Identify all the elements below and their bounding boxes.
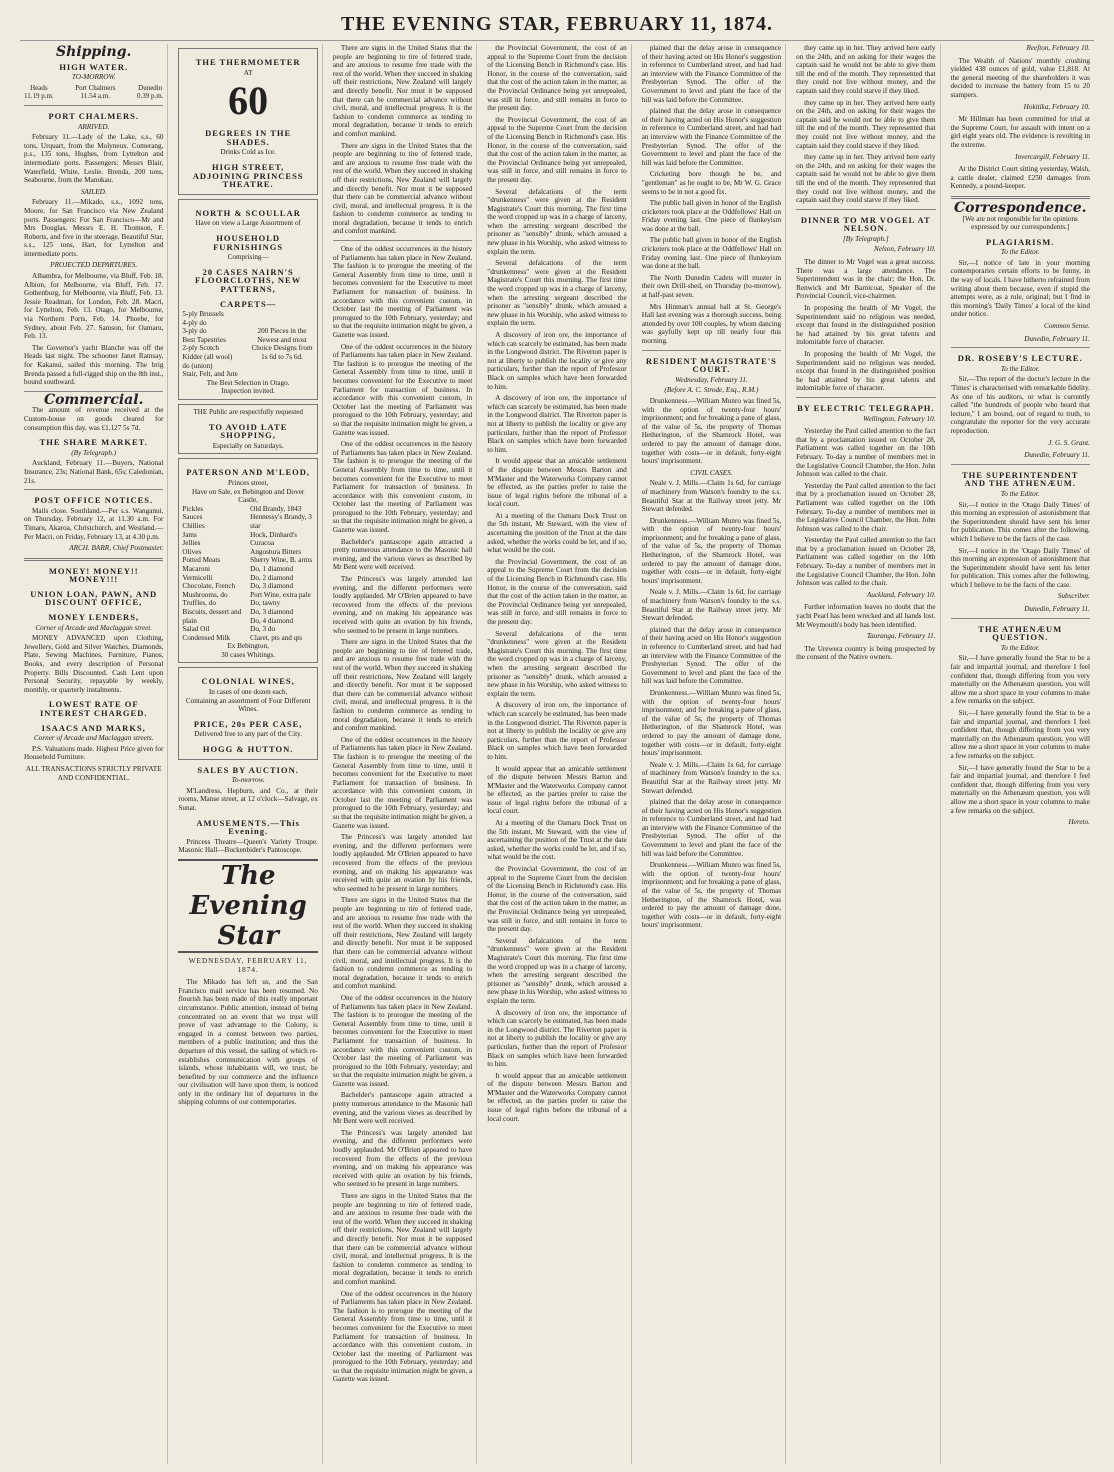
article-text: they came up in her. They arrived here early on the 24th, and on asking for their wages the captain said he would not be able to give them till the end of the month. They represented that they could not live without money, and the captain said they could starve if they liked. bbox=[796, 153, 936, 205]
thermometer-heading: THE THERMOMETER bbox=[195, 57, 301, 67]
article-text: It would appear that an amicable settlement of the dispute between Messrs Barton and M'Master and the Waterworks Company cannot be effected, as the parties prefer to raise the issue of legal rights before the tribunal of a local court. bbox=[487, 457, 627, 509]
shipping-heading: Shipping. bbox=[56, 44, 132, 60]
north-scoullar-ad bbox=[178, 199, 317, 400]
dateline: WEDNESDAY, FEBRUARY 11, 1874. bbox=[188, 956, 308, 974]
isaacs-heading: ISAACS AND MARKS, bbox=[41, 722, 146, 733]
dinner-date: Nelson, February 10. bbox=[874, 245, 936, 254]
article-text: One of the oddest occurrences in the history of Parliaments has taken place in New Zealand. The fashion is to prorogue the meeting of the General Assembly from time to time, until it becomes convenient for the Executive to meet Parliament for transaction of business. In accordance with this convenient custom, in October last the meeting of Parliament was prorogued to the 10th February, yesterday; and so that the requisite intimation might be given, a Gazette was issued. bbox=[332, 735, 473, 830]
carpet-item: 2-ply Scotch bbox=[182, 344, 219, 353]
article-text: they came up in her. They arrived here early on the 24th, and on asking for their wages the captain said he would not be able to give them till the end of the month. They represented that they could not live without money, and the captain said they could starve if they liked. bbox=[796, 44, 936, 95]
high-water-heading: HIGH WATER. bbox=[59, 61, 129, 72]
athenaeum-text: Sir,—I have generally found the Star to be a fair and impartial journal, and therefore I feel confident that, though differing from you very materially on the Athenæum question, you will allow me a short space in your columns to make a few remarks on the subject. bbox=[950, 763, 1090, 815]
article-text: There are signs in the United States that the people are beginning to tire of fettered trade, and are anxious to resume free trade with the rest of the world. When they succeed in shaking off their restrictions, New Zealand will largely and directly benefit. Nor must it be supposed that there can be commercial advance without civil, moral, and intellectual progress. It is the fashion to condemn commerce as tending to moral degradation, because it tends to enrich and comfort mankind. bbox=[332, 1192, 473, 1286]
household-heading: HOUSEHOLD FURNISHINGS bbox=[213, 232, 284, 252]
colonial-wines-ad bbox=[178, 667, 317, 759]
article-text: Neale v. J. Mills.—Claim 1s 6d, for carriage of machinery from Watson's foundry to the s.s. Beautiful Star at the Railway street jetty. Mr Stewart defended. bbox=[641, 760, 782, 795]
wines: Wines. bbox=[238, 705, 259, 714]
article-text: At a meeting of the Oamaru Dock Trust on the 5th instant, Mr Steward, with the view of ascertaining the position of the Trust at the date asked, whether the works could be let, and if so, what would be the cost. bbox=[487, 511, 627, 555]
paterson-ad bbox=[178, 458, 317, 663]
article-text: One of the oddest occurrences in the history of Parliaments has taken place in New Zealand. The fashion is to prorogue the meeting of the General Assembly from time to time, until it becomes convenient for the Executive to meet Parliament for transaction of business. In accordance with this convenient custom, in October last the meeting of Parliament was prorogued to the 10th February, yesterday; and so that the requisite intimation might be given, a Gazette was issued. bbox=[332, 245, 473, 339]
hokitika-text: Mr Hillman has been committed for trial at the Supreme Court, for assault with intent on a girl eight years old. The evidence is revolting in the extreme. bbox=[950, 115, 1090, 149]
article-text: the Provincial Government, the cost of an appeal to the Supreme Court from the decision of the Licensing Bench in Richmond's case. His Honor, in the course of the conversation, said that the cost of the action taken in the matter, as the Provincial Ordinance being yet unrepealed, was still in force, and still remains in force to the present day. bbox=[487, 557, 627, 626]
article-text: The North Dunedin Cadets will muster in their own Drill-shed, on Thursday (to-morrow), at half-past seven. bbox=[641, 273, 782, 300]
carpet-item: Best Tapestries bbox=[182, 335, 226, 344]
telegraph-text: Yesterday the Paul called attention to the fact that by a proclamation issued on October 28, Parliament was called together on the 10th February. To-day a number of members met in the Legislative Council Chamber, the Hon. John Johnson was called to the chair. bbox=[796, 427, 936, 479]
athenaeum-text: Sir,—I have generally found the Star to be a fair and impartial journal, and therefore I feel confident that, though differing from you very materially on the Athenæum question, you will allow me a short space in your columns to make a few remarks on the subject. bbox=[950, 709, 1090, 760]
price: PRICE, 20s PER CASE, bbox=[193, 718, 303, 729]
sig-place: Dunedin, February 11. bbox=[1024, 451, 1090, 460]
to-editor: To the Editor. bbox=[1000, 364, 1040, 373]
rmc-text: Drunkenness.—William Munro was fined 5s, with the option of twenty-four hours' imprisonment; and for breaking a pane of glass, of the value of 5s, the property of Thomas Hetherington, of the Shamrock Hotel, was ordered to pay the amount of damage done, together with costs—or in default, forty-eight hours' imprisonment. bbox=[641, 396, 782, 466]
share-heading: THE SHARE MARKET. bbox=[39, 437, 148, 448]
signature: J. G. S. Grant. bbox=[1048, 438, 1090, 447]
telegraph-text: Yesterday the Paul called attention to the fact that by a proclamation issued on October 28, Parliament was called together on the 10th February. To-day a number of members met in the Legislative Council Chamber, the Hon. John Johnson was called to the chair. bbox=[796, 481, 936, 533]
article-text: the Provincial Government, the cost of an appeal to the Supreme Court from the decision of the Licensing Bench in Richmond's case. His Honor, in the course of the conversation, said that the cost of the action taken in the matter, as the Provincial Ordinance being yet unrepealed, was still in force, and still remains in force to the present day. bbox=[487, 115, 627, 184]
carpet-item: Stair, Felt, and Jute bbox=[182, 370, 238, 379]
article-text: they came up in her. They arrived here early on the 24th, and on asking for their wages the captain said he would not be able to give them till the end of the month. They represented that they could not live without money, and the captain said they could starve if they liked. bbox=[796, 98, 936, 150]
rmc-heading: RESIDENT MAGISTRATE'S COURT. bbox=[645, 355, 777, 375]
post-signature: ARCH. BARR, Chief Postmaster. bbox=[69, 544, 164, 553]
dinner-heading: DINNER TO MR VOGEL AT NELSON. bbox=[800, 214, 931, 234]
carpets-heading: CARPETS— bbox=[220, 298, 277, 309]
article-text: Several defalcations of the term "drunkenness" were given at the Resident Magistrate's Court this morning. The first time the word cropped up was in a charge of larceny, when the arresting sergeant described the prisoner as "sensibly" drunk, which aroused a new phase in his Worship, who asked witness to explain the term. bbox=[487, 936, 627, 1005]
ps-text: P.S. Valuations made. Highest Price given for Household Furniture. bbox=[24, 744, 164, 762]
paterson-heading: PATERSON AND M'LEOD, bbox=[186, 467, 311, 478]
article-text: A discovery of iron ore, the importance of which can scarcely be estimated, has been made in the Longwood district. The Riverton paper is not at liberty to publish the locality or give any particulars, further than the report of Professor Black on samples which have been forwarded to him. bbox=[487, 394, 627, 454]
roseby-text: Sir,—The report of the doctor's lecture in the 'Times' is characterised with remarkable fidelity. As one of his auditors, or what is currently called "the hundreds of people who heard that lecture," I am bound, out of regard to truth, to congratulate the reporter for the very accurate reproduction. bbox=[950, 375, 1090, 435]
telegraph-text: Yesterday the Paul called attention to the fact that by a proclamation issued on October 28, Parliament was called together on the 10th February. To-day a number of members met in the Legislative Council Chamber, the Hon. John Johnson was called to the chair. bbox=[796, 536, 936, 588]
inspection: Inspection invited. bbox=[221, 387, 275, 396]
sailed-heading: SAILED. bbox=[80, 187, 107, 196]
money-heading: MONEY! MONEY!! MONEY!!! bbox=[48, 565, 139, 585]
port-heading: PORT CHALMERS. bbox=[48, 110, 139, 121]
carpet-item: 5-ply Brussels bbox=[182, 310, 224, 319]
article-text: the Provincial Government, the cost of an appeal to the Supreme Court from the decision of the Licensing Bench in Richmond's case. His Honor, in the course of the conversation, said that the cost of the action taken in the matter, as the Provincial Ordinance being yet unrepealed, was still in force, and still remains in force to the present day. bbox=[487, 865, 627, 934]
article-text: Several defalcations of the term "drunkenness" were given at the Resident Magistrate's Court this morning. The first time the word cropped up was in a charge of larceny, when the arresting sergeant described the prisoner as "sensibly" drunk, which aroused a new phase in his Worship, who asked witness to explain the term. bbox=[487, 259, 627, 328]
superintendent-text: Sir,—I notice in the 'Otago Daily Times' of this morning an expression of astonishment that the Superintendent should have sent his letter for publication. This comes after the following, which I believe to be the facts of the case. bbox=[950, 546, 1090, 589]
article-text: plained that the delay arose in consequence of their having acted on His Honor's suggestion in reference to Cumberland street, and had had an interview with the Finance Committee of the Presbyterian Synod. The offer of the Government to level and plant the face of the hill was laid before the Committee. bbox=[641, 44, 782, 104]
sig-place: Dunedin, February 11. bbox=[1024, 605, 1090, 614]
cases-heading: 20 CASES NAIRN'S FLOORCLOTHS, NEW PATTERNS, bbox=[195, 266, 302, 294]
article-text: Cricketing bore though he be, and "gentleman" as he ought to be, Mr W. G. Grace seems to be in not a good fix. bbox=[641, 170, 782, 196]
civil-text: Neale v. J. Mills.—Claim 1s 6d, for carriage of machinery from Watson's foundry to the s.s. Beautiful Star at the Railway street jetty. Mr Stewart defended. bbox=[641, 479, 782, 514]
projected-text: Alhambra, for Melbourne, via Bluff, Feb. 18. Albion, for Melbourne, via Bluff, Feb. 17. Gothenburg, for Melbourne, via Bluff, Feb. 13. Jessie Readman, for London, Feb. 28. Macri, for Lyttelton, Feb. 13. Otago, for Melbourne, via Northern Ports, Feb. 14. Phoebe, for Sydney, about Feb. 27. Samson, for Oamaru, Feb. 13. bbox=[24, 272, 164, 341]
projected-heading: PROJECTED DEPARTURES. bbox=[50, 261, 138, 270]
lowest-rate: LOWEST RATE OF INTEREST CHARGED. bbox=[39, 699, 148, 718]
masthead bbox=[20, 8, 1094, 41]
article-text: The public ball given in honor of the English cricketers took place at the Oddfellows' Hall on Friday evening last. One piece of flunkeyism was done at the ball. bbox=[641, 236, 782, 271]
to-editor: To the Editor. bbox=[1000, 248, 1040, 257]
roseby-heading: DR. ROSEBY'S LECTURE. bbox=[957, 353, 1083, 364]
commercial-heading: Commercial. bbox=[43, 391, 144, 408]
to-editor: To the Editor. bbox=[1000, 489, 1040, 498]
masthead-title: THE EVENING STAR, FEBRUARY 11, 1874. bbox=[340, 12, 773, 35]
money-lenders: MONEY LENDERS, bbox=[48, 612, 140, 623]
thermometer-at: AT bbox=[243, 68, 253, 77]
auckland-date: Auckland, February 10. bbox=[866, 590, 936, 599]
article-text: Several defalcations of the term "drunkenness" were given at the Resident Magistrate's Court this morning. The first time the word cropped up was in a charge of larceny, when the arresting sergeant described the prisoner as "sensibly" drunk, which aroused a new phase in his Worship, who asked witness to explain the term. bbox=[487, 629, 627, 698]
article-text: At a meeting of the Oamaru Dock Trust on the 5th instant, Mr Steward, with the view of ascertaining the position of the Trust at the date asked, whether the works could be let, and if so, what would be the cost. bbox=[487, 819, 627, 862]
union-heading: UNION LOAN, PAWN, AND DISCOUNT OFFICE, bbox=[30, 588, 158, 608]
civil-heading: CIVIL CASES. bbox=[690, 468, 733, 477]
article-text: A discovery of iron ore, the importance of which can scarcely be estimated, has been made in the Longwood district. The Riverton paper is not at liberty to publish the locality or give any particulars, further than the report of Professor Black on samples which have been forwarded to him. bbox=[487, 701, 627, 761]
saturdays: Especially on Saturdays. bbox=[212, 441, 284, 450]
article-text: Drunkenness.—William Munro was fined 5s, with the option of twenty-four hours' imprisonment; and for breaking a pane of glass, of the value of 5s, the property of Thomas Hetherington, of the Shamrock Hotel, was ordered to pay the amount of damage done, together with costs—or in default, forty-eight hours' imprisonment. bbox=[641, 516, 782, 585]
paterson-sub: Princes street, bbox=[227, 479, 269, 487]
public-text: THE Public are respectfully requested bbox=[193, 408, 304, 417]
article-text: A discovery of iron ore, the importance of which can scarcely be estimated, has been made in the Longwood district. The Riverton paper is not at liberty to publish the locality or give any particulars, further than the report of Professor Black on samples which have been forwarded to him. bbox=[487, 331, 627, 391]
sales-text: M'Landress, Hepburn, and Co., at their rooms, Manse street, at 12 o'clock—Salvage, ex Sunat. bbox=[178, 786, 318, 812]
thermometer-value: 60 bbox=[228, 78, 269, 124]
plagiarism-text: Sir,—I notice of late in your morning contemporaries certain efforts to be funny, in the way of locals. I have hitherto refrained from writing about them because, even if stupid the attempts were, as a rule, original; but I find in this morning's 'Daily Times' a local of the kind under notice. bbox=[950, 258, 1090, 319]
carpet-item: Kidder (all wool) bbox=[182, 353, 233, 362]
tide-cell: Port Chalmers 11.54 a.m. bbox=[75, 83, 116, 101]
sweets: 30 cases Whitings. bbox=[221, 650, 276, 659]
columns bbox=[20, 44, 1094, 1464]
article-text: A discovery of iron ore, the importance of which can scarcely be estimated, has been made in the Longwood district. The Riverton paper is not at liberty to publish the locality or give any particulars, further than the report of Professor Black on samples which have been forwarded to him. bbox=[487, 1008, 627, 1069]
sales-heading: SALES BY AUCTION. bbox=[197, 764, 299, 775]
article-text: One of the oddest occurrences in the history of Parliaments has taken place in New Zealand. The fashion is to prorogue the meeting of the General Assembly from time to time, until it becomes convenient for the Executive to meet Parliament for transaction of business. In accordance with this convenient custom, in October last the meeting of Parliament was prorogued to the 10th February, yesterday; and so that the requisite intimation might be given, a Gazette was issued. bbox=[332, 440, 473, 535]
correspondence-heading: Correspondence. bbox=[953, 199, 1087, 216]
article-text: The public ball given in honor of the English cricketers took place at the Oddfellows' Hall on Friday evening last. One piece of flunkeyism was done at the ball. bbox=[641, 199, 782, 233]
athenaeum-heading: THE ATHENÆUM QUESTION. bbox=[978, 623, 1063, 643]
tauranga-date: Tauranga, February 11. bbox=[866, 632, 936, 641]
reefton-date: Reefton, February 10. bbox=[1026, 44, 1090, 52]
rmc-date: Wednesday, February 11. bbox=[675, 375, 748, 384]
carpet-item: 4-ply do bbox=[182, 318, 207, 327]
money-text: MONEY ADVANCED upon Clothing, Jewellery, Gold and Silver Watches, Diamonds, Plate, Sewing Machines, Furniture, Pianos, Books, and every description of Personal Property. Bills Discounted. Cash Lent upon Personal Security, repayable by weekly, monthly, or quarterly instalments. bbox=[24, 634, 164, 694]
post-text: Mails close. Southland.—Per s.s. Wanganui, on Thursday, February 12, at 11.30 a.m. For Timaru, Akaroa, Christchurch, and Westland.—Per Macri, on Friday, February 13, at 4.30 p.m. bbox=[24, 506, 164, 541]
arrived-text: February 11.—Lady of the Lake, s.s., 60 tons, Urquart, from the Molyneux. Comerang, p.s., 135 tons, Hughes, from Lyttelton and intermediate ports. Passengers: Messrs Blair, Waterfield, White, Leslie. Brenda, 200 tons, Seabourne, from the Manukau. bbox=[24, 133, 164, 185]
dinner-text: The dinner to Mr Vogel was a great success. There was a large attendance. The Superintendent was in the chair; the Hon. Dr. Renwick and Mr Barnicoat, Speaker of the Provincial Council, vice-chairmen. bbox=[796, 258, 936, 301]
article-text: One of the oddest occurrences in the history of Parliaments has taken place in New Zealand. The fashion is to prorogue the meeting of the General Assembly from time to time, until it becomes convenient for the Executive to meet Parliament for transaction of business. In accordance with this convenient custom, in October last the meeting of Parliament was prorogued to the 10th February, yesterday; and so that the requisite intimation might be given, a Gazette was issued. bbox=[332, 993, 473, 1088]
article-text: The Princess's was largely attended last evening, and the different performers were loudly applauded. Mr O'Brien appeared to have recovered from the effects of the previous evening, and on making his appearance was received with quite an ovation by his friends, who seemed to be present in large numbers. bbox=[332, 1128, 473, 1189]
carpet-selection: The Best Selection in Otago. bbox=[206, 378, 290, 387]
column-2 bbox=[174, 44, 322, 1464]
superintendent-text: Sir,—I notice in the 'Otago Daily Times' of this morning an expression of astonishment that the Superintendent should have sent his letter for publication. This comes after the following, which I believe to be the facts of the case. bbox=[950, 500, 1090, 543]
article-text: One of the oddest occurrences in the history of Parliaments has taken place in New Zealand. The fashion is to prorogue the meeting of the General Assembly from time to time, until it becomes convenient for the Executive to meet Parliament for transaction of business. In accordance with this convenient custom, in October last the meeting of Parliament was prorogued to the 10th February, yesterday; and so that the requisite intimation might be given, a Gazette was issued. bbox=[332, 342, 473, 437]
dinner-text-2: In proposing the health of Mr Vogel, the Superintendent said no religious was needed, except that found in the distinguished position he had attained by his great talents and indomitable force of character. bbox=[796, 350, 936, 393]
confidential-text: ALL TRANSACTIONS STRICTLY PRIVATE AND CONFIDENTIAL. bbox=[25, 764, 162, 782]
commercial-text: The amount of revenue received at the Custom-house on goods cleared for consumption this day, was £1,127 5s 7d. bbox=[24, 406, 164, 432]
article-text: Bachelder's pantascope again attracted a pretty numerous attendance to the Masonic hall evening, and the various views as described by Mr Bent were well received. bbox=[332, 537, 473, 572]
article-text: There are signs in the United States that the people are beginning to tire of fettered trade, and are anxious to resume free trade with the rest of the world. When they succeed in shaking off their restrictions, New Zealand will largely and directly benefit. Nor must it be supposed that there can be commercial advance without civil, moral, and intellectual progress. It is the fashion to condemn commerce as tending to moral degradation, because it tends to enrich and comfort mankind. bbox=[332, 44, 473, 138]
thermometer-drinks: Drinks Cold as Ice. bbox=[220, 148, 276, 157]
arrived-heading: ARRIVED. bbox=[78, 122, 110, 131]
article-text: One of the oddest occurrences in the history of Parliaments has taken place in New Zealand. The fashion is to prorogue the meeting of the General Assembly from time to time, until it becomes convenient for the Executive to meet Parliament for transaction of business. In accordance with this convenient custom, in October last the meeting of Parliament was prorogued to the 10th February, yesterday; and so that the requisite intimation might be given, a Gazette was issued. bbox=[332, 1289, 473, 1384]
delivered: Delivered free to any part of the City. bbox=[194, 730, 302, 739]
to-editor: To the Editor. bbox=[1000, 643, 1040, 652]
carpet-note: 200 Pieces in the Newest and most Choice Designs from 1s 6d to 7s 6d. bbox=[251, 327, 313, 362]
comprising: Comprising— bbox=[227, 253, 269, 262]
dinner-text-2: In proposing the health of Mr Vogel, the Superintendent said no religious was needed, except that found in the distinguished position he had attained by his great talents and indomitable force of character. bbox=[796, 304, 936, 347]
thermometer-ad bbox=[178, 48, 317, 195]
share-text: Auckland, February 11.—Buyers, National Insurance, 23s; National Bank, 65s; Caledonian, 21s. bbox=[24, 459, 164, 485]
signature: Hereto. bbox=[1068, 818, 1090, 827]
column-5 bbox=[638, 44, 786, 1464]
invercargill-date: Invercargill, February 11. bbox=[1015, 152, 1090, 161]
north-heading: NORTH & SCOULLAR bbox=[195, 207, 301, 218]
arcade-address: Corner of Arcade and Maclaggan street. bbox=[35, 623, 153, 632]
colonial-text: In cases of one dozen each, bbox=[208, 688, 288, 697]
lead-article: The Mikado has left us, and the San Francisco mail service has been resumed. No flourish has been made of this really important circumstance. Public attention, instead of being concentrated on an event that we trust will prove of vast advantage to the Colony, is engaged in a contest between two parties, members of a public institution; and thus the departure of this vessel, the sailing of which re-establishes communication with groups of islands, whose inhabitants will, we trust, be benefited by our commerce and the influence our civilisation will have upon them, is noticed only in the ordinary list of departures in the shipping columns of our contemporaries. bbox=[178, 978, 318, 1107]
thermometer-address: HIGH STREET, ADJOINING PRINCESS THEATRE. bbox=[192, 161, 304, 190]
column-3 bbox=[329, 44, 477, 1464]
athenaeum-text: Sir,—I have generally found the Star to be a fair and impartial journal, and therefore I feel confident that, though differing from you very materially on the Athenæum question, you will allow me a short space in your columns to make a few remarks on the subject. bbox=[950, 654, 1090, 706]
colonial-assort: Containing an assortment of Four Different bbox=[185, 696, 311, 705]
tide-table bbox=[24, 84, 163, 101]
shipping-news: The Governor's yacht Blanche was off the Heads last night. The schooner Janet Ramsay, for Kakanui, sailed this morning. The brig Brenda passed a full-rigged ship on the 8th inst., bound southward. bbox=[24, 343, 164, 387]
dinner-sub: [By Telegraph.] bbox=[842, 234, 889, 243]
article-text: Several defalcations of the term "drunkenness" were given at the Resident Magistrate's Court this morning. The first time the word cropped up was in a charge of larceny, when the arresting sergeant described the prisoner as "sensibly" drunk, which aroused a new phase in his Worship, who asked witness to explain the term. bbox=[487, 187, 627, 256]
thermometer-degrees: DEGREES IN THE SHADES. bbox=[205, 128, 292, 147]
telegraph-heading: BY ELECTRIC TELEGRAPH. bbox=[797, 402, 935, 413]
tauranga-text: The Urewera country is being prospected by the consent of the Native owners. bbox=[796, 644, 936, 662]
amusements-text: Princess Theatre—Queen's Variety Troupe. Masonic Hall—Buckenbider's Pantoscope. bbox=[178, 837, 318, 855]
column-4 bbox=[483, 44, 631, 1464]
invercargill-text: At the District Court sitting yesterday, Walsh, a cattle dealer, claimed £250 damages from Kennedy, a pound-keeper. bbox=[950, 165, 1090, 191]
article-text: Bachelder's pantascope again attracted a pretty numerous attendance to the Masonic hall evening, and the various views as described by Mr Bent were well received. bbox=[332, 1091, 473, 1126]
tide-cell: Dunedin 0.39 p.m. bbox=[136, 83, 164, 101]
wellington-date: Wellington, February 10. bbox=[863, 414, 936, 423]
late-shopping-ad bbox=[178, 404, 317, 454]
column-1 bbox=[20, 44, 168, 1464]
article-text: Drunkenness.—William Munro was fined 5s, with the option of twenty-four hours' imprisonment; and for breaking a pane of glass, of the value of 5s, the property of Thomas Hetherington, of the Shamrock Hotel, was ordered to pay the amount of damage done, together with costs—or in default, forty-eight hours' imprisonment. bbox=[641, 688, 782, 758]
paterson-text: Have on Sale, ex Bebington and Dover Castle, bbox=[191, 487, 305, 505]
ex-bebington: Ex Bebington, bbox=[227, 642, 269, 651]
goods-list: Pickles Sauces Chillies Jams Jellies Olives Potted Meats Macaroni Vermicelli Chocolate, French Mushrooms, do Truffles, do Biscuits, dessert and plain Salad Oil Condensed Milk Old Brandy, 1843 Hennessy's Brandy, 3 star Hock, Dinhard's Curacoa Angostura Bitters Sherry Wine, B. arms Do, 1 diamond Do, 2 diamond Do, 3 diamond Port Wine, extra pale Do, tawny Do, 3 diamond Do, 4 diamond Do, 3 do Claret, pts and qts bbox=[182, 504, 313, 642]
article-text: Mrs Hinman's annual ball at St. George's Hall last evening was a thorough success, being attended by over 100 couples, by whom dancing was gayfully kept up till nearly four this morning. bbox=[641, 302, 782, 345]
article-text: plained that the delay arose in consequence of their having acted on His Honor's suggestion in reference to Cumberland street, and had had an interview with the Finance Committee of the Presbyterian Synod. The offer of the Government to level and plant the face of the hill was laid before the Committee. bbox=[641, 798, 782, 858]
article-text: Drunkenness.—William Munro was fined 5s, with the option of twenty-four hours' imprisonment; and for breaking a pane of glass, of the value of 5s, the property of Thomas Hetherington, of the Shamrock Hotel, was ordered to pay the amount of damage done, together with costs—or in default, forty-eight hours' imprisonment. bbox=[641, 861, 782, 930]
signature: Subscriber. bbox=[1057, 592, 1090, 601]
share-sub: (By Telegraph.) bbox=[71, 448, 117, 457]
auckland-text: Further information leaves no doubt that the yacht Pearl has been wrecked and all hands lost. Mr Weymouth's body has been identified. bbox=[796, 603, 936, 629]
article-text: The Princess's was largely attended last evening, and the different performers were loudly applauded. Mr O'Brien appeared to have recovered from the effects of the previous evening, and on making his appearance was received with quite an ovation by his friends, who seemed to be present in large numbers. bbox=[332, 575, 473, 635]
carpet-item: 3-ply do bbox=[182, 327, 207, 336]
article-text: the Provincial Government, the cost of an appeal to the Supreme Court from the decision of the Licensing Bench in Richmond's case. His Honor, in the course of the conversation, said that the cost of the action taken in the matter, as the Provincial Ordinance being yet unrepealed, was still in force, and still remains in force to the present day. bbox=[487, 44, 627, 113]
plagiarism-heading: PLAGIARISM. bbox=[986, 236, 1055, 247]
article-text: There are signs in the United States that the people are beginning to tire of fettered trade, and are anxious to resume free trade with the rest of the world. When they succeed in shaking off their restrictions, New Zealand will largely and directly benefit. Nor must it be supposed that there can be commercial advance without civil, moral, and intellectual progress. It is the fashion to condemn commerce as tending to moral degradation, because it tends to enrich and comfort mankind. bbox=[332, 638, 473, 733]
sailed-text: February 11.—Mikado, s.s., 1092 tons, Moore, for San Francisco via New Zealand ports. Passengers: For San Francisco—Mr and Mrs Douglas, Messrs E. H. Thomson, F. Roberts, and five in the steerage. Beautiful Star, s.s., 125 tons, Hart, for Lyttelton and intermediate ports. bbox=[24, 198, 164, 258]
article-text: It would appear that an amicable settlement of the dispute between Messrs Barton and M'Master and the Waterworks Company cannot be effected, as the parties prefer to raise the issue of legal rights before the tribunal of a local court. bbox=[487, 1071, 627, 1123]
article-text: Neale v. J. Mills.—Claim 1s 6d, for carriage of machinery from Watson's foundry to the s.s. Beautiful Star at the Railway street jetty. Mr Stewart defended. bbox=[641, 588, 782, 623]
amusements-heading: AMUSEMENTS.—This Evening. bbox=[196, 817, 300, 837]
hokitika-date: Hokitika, February 10. bbox=[1023, 102, 1090, 111]
sales-sub: To-morrow. bbox=[231, 776, 265, 785]
article-text: plained that the delay arose in consequence of their having acted on His Honor's suggestion in reference to Cumberland street, and had had an interview with the Finance Committee of the Presbyterian Synod. The offer of the Government to level and plant the face of the hill was laid before the Committee. bbox=[641, 625, 782, 686]
superintendent-heading: THE SUPERINTENDENT AND THE ATHENÆUM. bbox=[962, 469, 1079, 489]
sig-place: Dunedin, February 11. bbox=[1024, 334, 1090, 343]
rmc-before: (Before A. C. Strode, Esq., R.M.) bbox=[664, 386, 759, 395]
north-text: Have on view a Large Assortment of bbox=[195, 219, 301, 228]
post-heading: POST OFFICE NOTICES. bbox=[34, 495, 154, 506]
carpet-list bbox=[182, 310, 313, 379]
article-text: plained that the delay arose in consequence of their having acted on His Honor's suggestion in reference to Cumberland street, and had had an interview with the Finance Committee of the Presbyterian Synod. The offer of the Government to level and plant the face of the hill was laid before the Committee. bbox=[641, 107, 782, 167]
column-6 bbox=[792, 44, 940, 1464]
signature: Common Sense. bbox=[1044, 322, 1090, 331]
article-text: It would appear that an amicable settlement of the dispute between Messrs Barton and M'Master and the Waterworks Company cannot be effected, as the parties prefer to raise the issue of legal rights before the tribunal of a local court. bbox=[487, 764, 627, 816]
correspondence-note: [We are not responsible for the opinions expressed by our correspondents.] bbox=[962, 214, 1078, 232]
article-text: The Princess's was largely attended last evening, and the different performers were loudly applauded. Mr O'Brien appeared to have recovered from the effects of the previous evening, and on making his appearance was received with quite an ovation by his friends, who seemed to be present in large numbers. bbox=[332, 833, 473, 893]
hogg: HOGG & HUTTON. bbox=[202, 744, 294, 755]
high-water-sub: TO-MORROW. bbox=[71, 73, 116, 82]
nameplate: The Evening Star bbox=[178, 859, 317, 953]
article-text: There are signs in the United States that the people are beginning to tire of fettered trade, and are anxious to resume free trade with the rest of the world. When they succeed in shaking off their restrictions, New Zealand will largely and directly benefit. Nor must it be supposed that there can be commercial advance without civil, moral, and intellectual progress. It is the fashion to condemn commerce as tending to moral degradation, because it tends to enrich and comfort mankind. bbox=[332, 141, 473, 236]
tide-cell: Heads 11.19 p.m. bbox=[24, 83, 54, 101]
avoid-heading: TO AVOID LATE SHOPPING, bbox=[208, 421, 288, 441]
column-7 bbox=[947, 44, 1094, 1464]
reefton-text: The Wealth of Nations' monthly crushing yielded 438 ounces of gold, value £1,818. At the general meeting of the shareholders it was decided to increase the battery from 15 to 20 stampers. bbox=[950, 56, 1090, 99]
isaacs-address: Corner of Arcade and Maclaggan streets. bbox=[33, 734, 154, 743]
article-text: There are signs in the United States that the people are beginning to tire of fettered trade, and are anxious to resume free trade with the rest of the world. When they succeed in shaking off their restrictions, New Zealand will largely and directly benefit. Nor must it be supposed that there can be commercial advance without civil, moral, and intellectual progress. It is the fashion to condemn commerce as tending to moral degradation, because it tends to enrich and comfort mankind. bbox=[332, 896, 473, 991]
carpet-item: do (union) bbox=[182, 361, 213, 370]
colonial-heading: COLONIAL WINES, bbox=[201, 676, 295, 687]
